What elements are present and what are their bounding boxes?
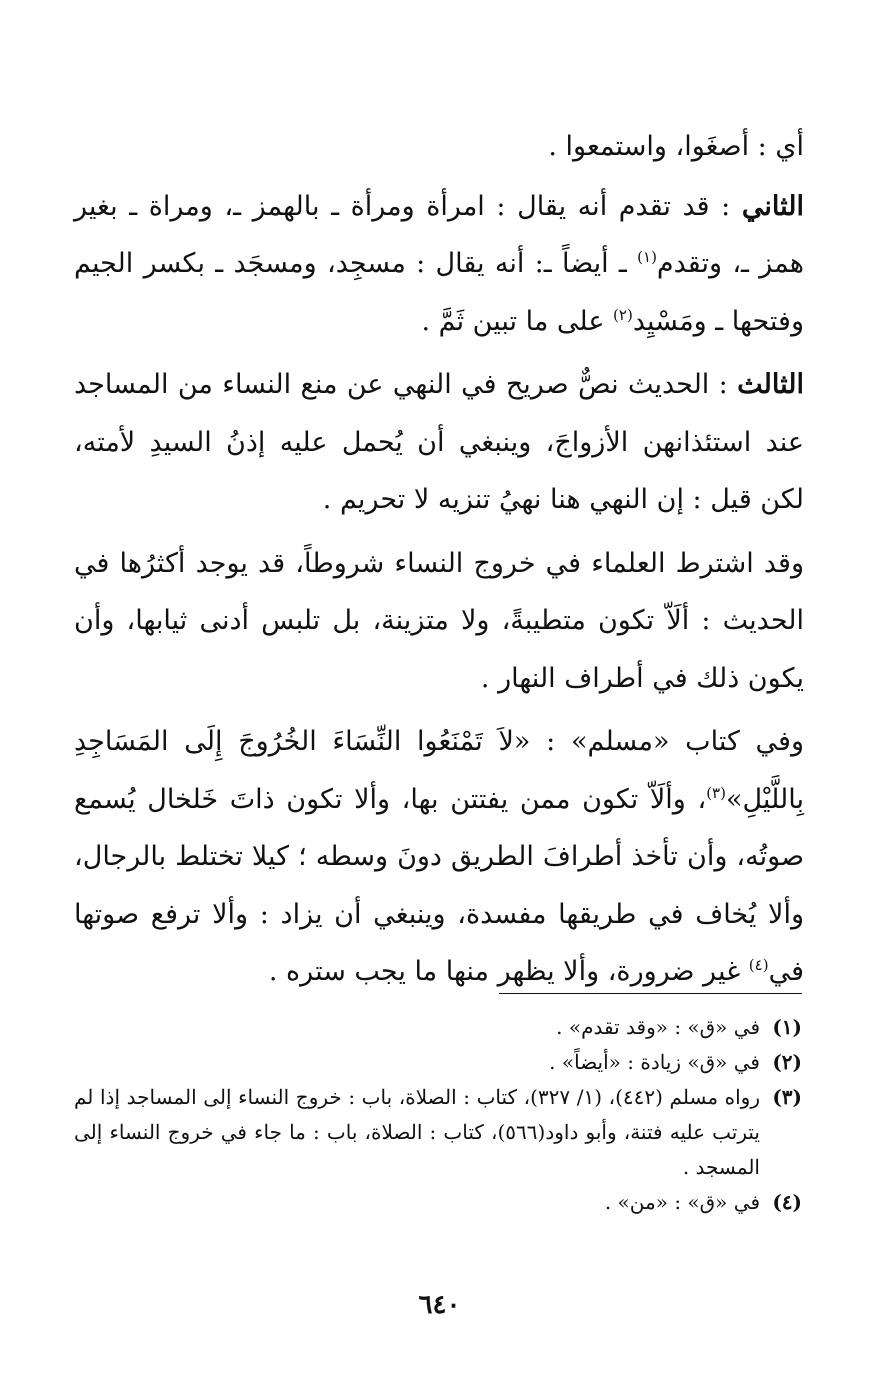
paragraph-lead: الثالث [737, 369, 804, 400]
paragraph-text: وفي كتاب «مسلم» : «لاَ تَمْنَعُوا النِّسَاءَ الخُرُوجَ إِلَى المَسَاجِدِ بِاللَّيْلِ» [74, 726, 804, 815]
footnote-text: في «ق» : «وقد تقدم» . [556, 1015, 760, 1039]
footnote-text: في «ق» زيادة : «أيضاً» . [549, 1050, 760, 1074]
footnote-number: (١) [772, 1015, 802, 1039]
paragraph-1 [74, 118, 804, 176]
paragraph-text: : قد تقدم أنه يقال : امرأة ومرأة ـ بالهمز ـ، ومراة ـ بغير همز ـ، وتقدم [74, 190, 804, 279]
footnote-number: (٢) [772, 1050, 802, 1074]
footnote-text: رواه مسلم (٤٤٢)، (١/ ٣٢٧)، كتاب : الصلاة، باب : خروج النساء إلى المساجد إذا لم يترتب عليه فتنة، وأبو داود(٥٦٦)، كتاب : الصلاة، باب : ما جاء في خروج النساء إلى المسجد . [74, 1085, 760, 1179]
footnote-2 [74, 1045, 802, 1080]
paragraph-lead: الثاني [741, 190, 804, 222]
paragraph-3 [74, 356, 804, 529]
paragraph-text: غير ضرورة، وألا يظهر منها ما يجب ستره . [268, 956, 749, 987]
footnote-number: (٣) [772, 1085, 802, 1109]
footnote-4 [74, 1185, 802, 1220]
paragraph-5 [74, 713, 804, 1001]
footnote-ref-4[interactable]: (٤) [748, 956, 769, 974]
footnote-text: في «ق» : «من» . [604, 1190, 760, 1214]
main-text [74, 118, 804, 1007]
paragraph-2 [74, 178, 804, 351]
paragraph-text: على ما تبين ثَمَّ . [421, 305, 614, 337]
footnote-divider [499, 993, 802, 994]
footnote-ref-2[interactable]: (٢) [613, 305, 633, 324]
footnote-ref-3[interactable]: (٣) [706, 783, 726, 802]
footnote-ref-1[interactable]: (١) [637, 248, 657, 266]
paragraph-text: ، وألَاّ تكون ممن يفتتن بها، وألا تكون ذاتَ خَلخال يُسمع صوتُه، وأن تأخذ أطرافَ الطريق دونَ وسطه ؛ كيلا تختلط بالرجال، وألا يُخاف في طريقها مفسدة، وينبغي أن يزاد : وألا ترفع صوتها في [74, 783, 804, 987]
footnote-3 [74, 1080, 802, 1185]
page-number: ٦٤٠ [418, 1290, 461, 1320]
footnotes [74, 1010, 802, 1220]
paragraph-text: : الحديث نصٌّ صريح في النهي عن منع النساء من المساجد عند استئذانهن الأزواجَ، وينبغي أن يُحمل عليه إذنُ السيدِ لأمته، لكن قيل : إن النهي هنا نهيُ تنزيه لا تحريم . [74, 369, 804, 515]
paragraph-text: ـ أيضاً ـ: أنه يقال : مسجِد، ومسجَد ـ بكسر الجيم وفتحها ـ ومَسْيِد [74, 248, 804, 337]
footnote-1 [74, 1010, 802, 1045]
footnote-number: (٤) [772, 1190, 802, 1214]
paragraph-4 [74, 535, 804, 708]
paragraph-text: أي : أصغَوا، واستمعوا . [548, 131, 804, 162]
paragraph-text: وقد اشترط العلماء في خروج النساء شروطاً، قد يوجد أكثرُها في الحديث : ألَاّ تكون متطيبةً، ولا متزينة، بل تلبس أدنى ثيابها، وأن يكون ذلك في أطراف النهار . [74, 547, 804, 694]
